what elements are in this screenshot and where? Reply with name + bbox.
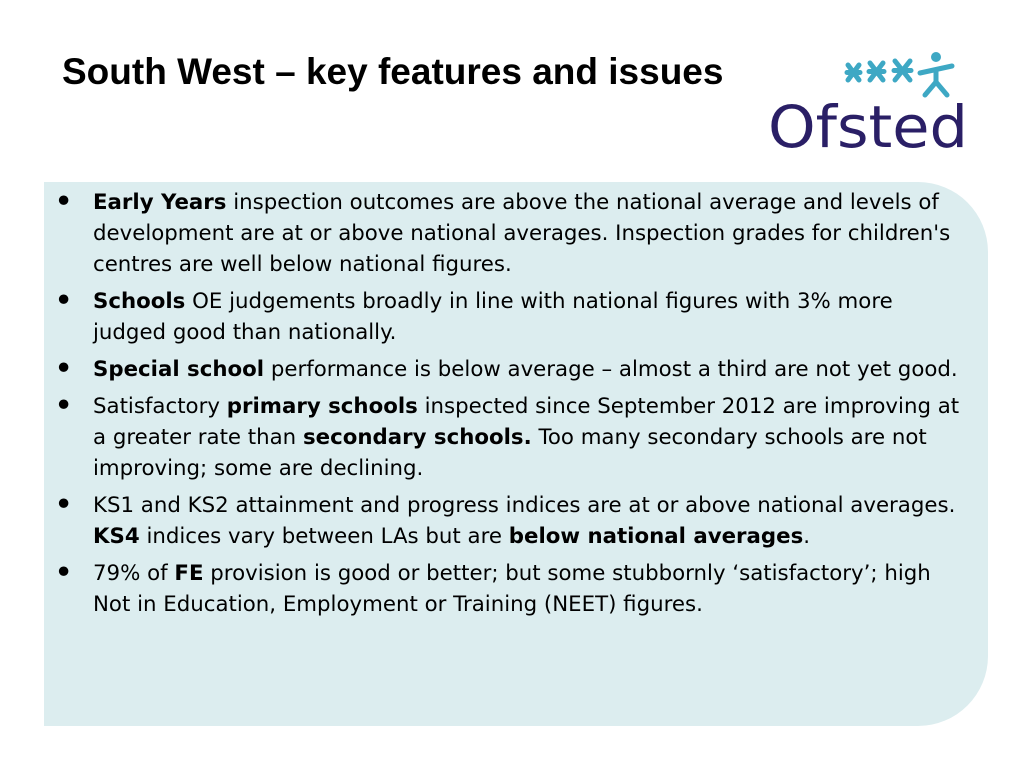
bullet-text: 79% of [93,561,175,586]
bullet-text: inspected since September 2012 are improving at a greater rate than [93,394,960,450]
bullet-text: KS1 and KS2 attainment and progress indices are at or above national averages. [93,493,956,518]
bullet-item [55,286,970,348]
ofsted-logo [768,46,972,156]
bullet-text: Satisfactory [93,394,227,419]
bullet-bold-text: primary schools [226,394,418,419]
bullet-item [55,490,970,552]
bullet-bold-text: Schools [93,289,186,314]
bullet-text: provision is good or better; but some stubbornly ‘satisfactory’; high Not in Education, Employment or Training (NEET) figures. [93,561,931,617]
bullet-bold-text: secondary schools. [302,425,532,450]
bullet-bold-text: below national averages [508,524,804,549]
bullet-text: indices vary between LAs but are [139,524,509,549]
bullet-text: OE judgements broadly in line with national figures with 3% more judged good than nationally. [93,289,893,345]
bullet-item [55,187,970,280]
bullet-item [55,558,970,620]
bullet-text: inspection outcomes are above the national average and levels of development are at or above national averages. Inspection grades for children's centres are well below national figures. [93,190,951,277]
bullet-bold-text: Special school [93,357,265,382]
bullet-text: performance is below average – almost a third are not yet good. [264,357,958,382]
ofsted-stars-icon [847,52,952,95]
bullet-item [55,354,970,385]
slide-title: South West – key features and issues [62,51,724,92]
bullet-item [55,391,970,484]
bullet-text: Too many secondary schools are not improving; some are declining. [93,425,927,481]
bullet-bold-text: Early Years [93,190,227,215]
bullet-bold-text: FE [174,561,204,586]
bullet-bold-text: KS4 [93,524,140,549]
bullet-text: . [803,524,811,549]
bullet-list [55,187,970,626]
ofsted-logo-text: Ofsted [768,93,968,156]
